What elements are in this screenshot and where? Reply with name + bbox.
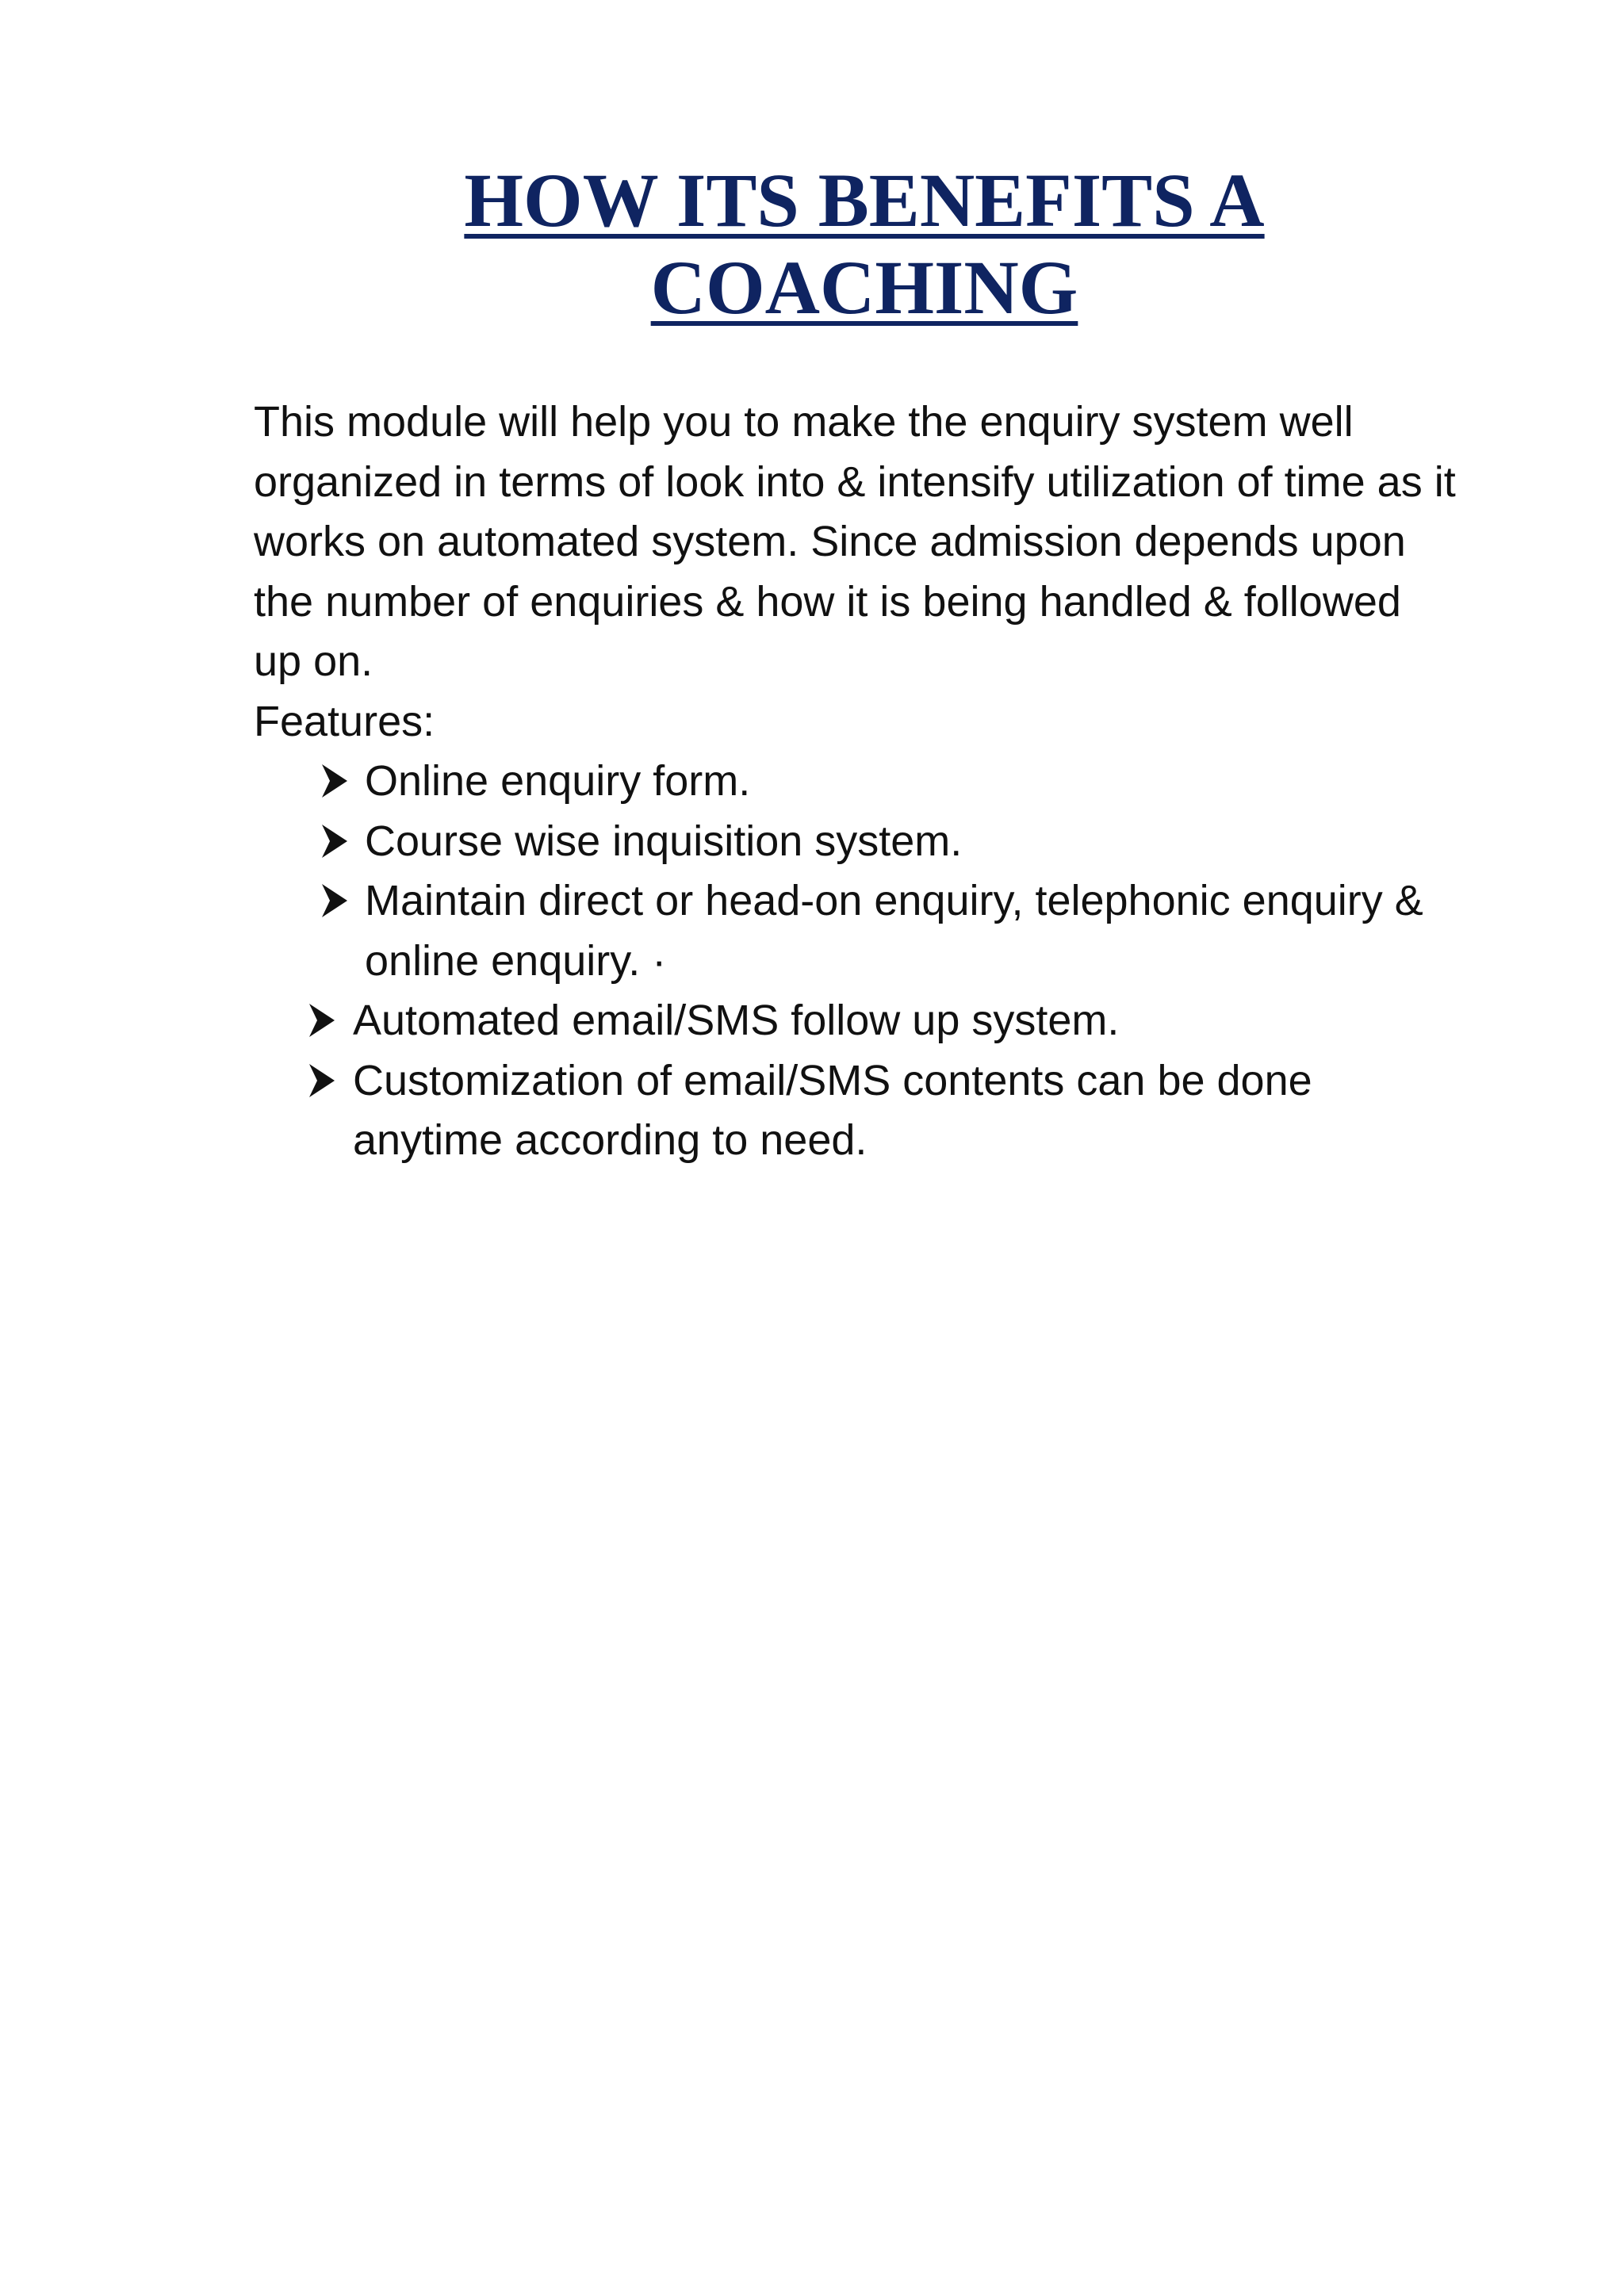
list-item bbox=[254, 991, 1459, 1051]
arrowhead-bullet-icon bbox=[319, 881, 350, 920]
arrowhead-bullet-icon bbox=[306, 1001, 338, 1040]
arrowhead-bullet-icon bbox=[319, 821, 350, 861]
title-line-2: COACHING bbox=[650, 245, 1078, 330]
feature-list bbox=[254, 752, 1459, 1171]
list-item bbox=[254, 1051, 1459, 1171]
arrowhead-bullet-icon bbox=[306, 1061, 338, 1100]
features-label: Features: bbox=[254, 697, 435, 745]
list-item bbox=[254, 752, 1459, 812]
feature-text: Course wise inquisition system. bbox=[365, 817, 963, 865]
feature-text: Online enquiry form. bbox=[365, 757, 751, 805]
feature-text: Automated email/SMS follow up system. bbox=[353, 997, 1120, 1044]
feature-text: Maintain direct or head-on enquiry, telephonic enquiry & online enquiry. · bbox=[365, 877, 1423, 985]
list-item bbox=[254, 812, 1459, 872]
arrowhead-bullet-icon bbox=[319, 761, 350, 801]
list-item bbox=[254, 871, 1459, 991]
feature-text: Customization of email/SMS contents can be done anytime according to need. bbox=[353, 1056, 1312, 1164]
title-line-1: HOW ITS BENEFITS A bbox=[464, 158, 1265, 243]
intro-paragraph: This module will help you to make the enquiry system well organized in terms of look into & intensify utilization of time as it works on automated system. Since admission depends upon the number of enquiries & how it is being handled & followed up on. bbox=[254, 398, 1456, 685]
page-title bbox=[444, 157, 1285, 331]
body-content bbox=[254, 392, 1459, 1171]
